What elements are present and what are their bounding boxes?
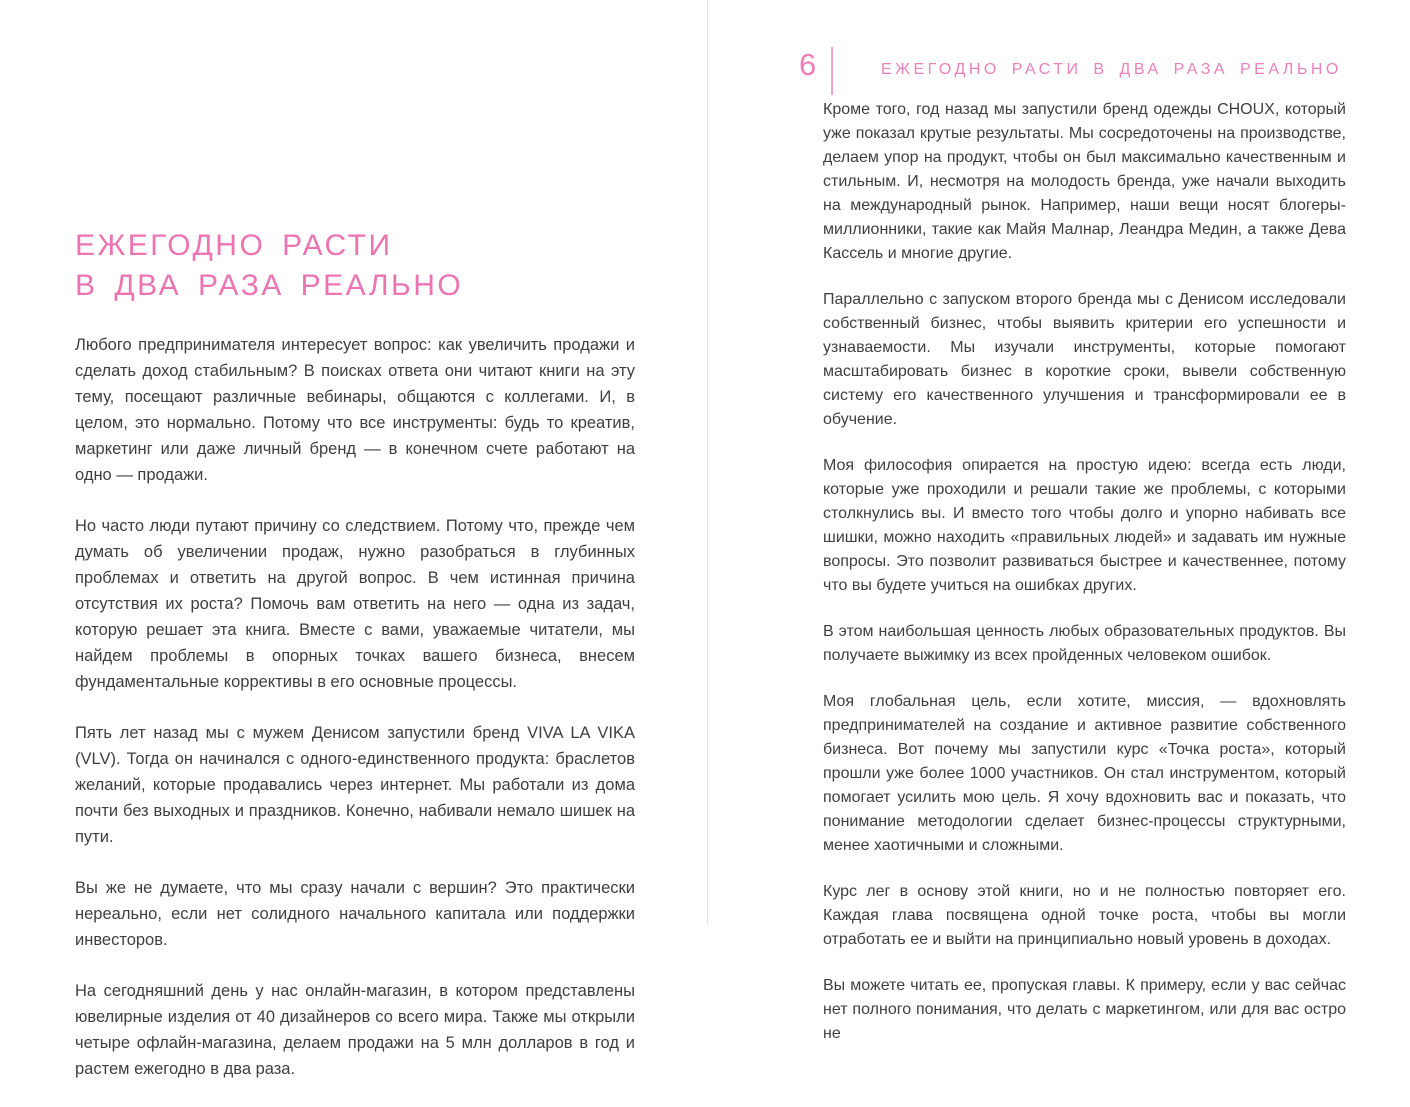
paragraph: Курс лег в основу этой книги, но и не полностью повторяет его. Каждая глава посвящена одной точке роста, чтобы вы могли отработать ее и выйти на принципиально новый уровень в доходах. <box>823 883 1346 948</box>
running-header-title: ЕЖЕГОДНО РАСТИ В ДВА РАЗА РЕАЛЬНО <box>881 61 1342 78</box>
paragraph: Параллельно с запуском второго бренда мы с Денисом исследовали собственный бизнес, чтобы выявить критерии его успешности и узнаваемости. Мы изучали инструменты, которые помогают масштабировать бизнес в короткие сроки, вывели собственную систему его качественного улучшения и трансформировали ее в обучение. <box>823 291 1346 428</box>
paragraph: Вы же не думаете, что мы сразу начали с вершин? Это практически нереально, если нет солидного начального капитала или поддержки инвесторов. <box>75 879 635 949</box>
right-page-body <box>823 98 1346 1046</box>
paragraph: На сегодняшний день у нас онлайн-магазин, в котором представлены ювелирные изделия от 40 дизайнеров со всего мира. Также мы открыли четыре офлайн-магазина, делаем продажи на 5 млн долларов в год и растем ежегодно в два раза. <box>75 982 635 1078</box>
paragraph: Моя философия опирается на простую идею: всегда есть люди, которые уже проходили и решали такие же проблемы, с которыми столкнулись вы. И вместо того чтобы долго и упорно набивать все шишки, можно находить «правильных людей» и задавать им нужные вопросы. Это позволит развиваться быстрее и качественнее, потому что вы будете учиться на ошибках других. <box>823 457 1346 594</box>
paragraph: Вы можете читать ее, пропуская главы. К примеру, если у вас сейчас нет полного понимания, что делать с маркетингом, или для вас остро не <box>823 977 1346 1042</box>
page-gutter-divider <box>707 0 708 925</box>
paragraph: Моя глобальная цель, если хотите, миссия, — вдохновлять предпринимателей на создание и активное развитие собственного бизнеса. Вот почему мы запустили курс «Точка роста», который прошли уже более 1000 участников. Он стал инструментом, который помогает усилить мою цель. Я хочу вдохновить вас и показать, что понимание методологии сделает бизнес-процессы структурными, менее хаотичными и сложными. <box>823 693 1346 854</box>
chapter-title <box>75 226 635 306</box>
paragraph: Кроме того, год назад мы запустили бренд одежды CHOUX, который уже показал крутые результаты. Мы сосредоточены на производстве, делаем упор на продукт, чтобы он был максимально качественным и стильным. И, несмотря на молодость бренда, уже начали выходить на международный рынок. Например, наши вещи носят блогеры-миллионники, такие как Майя Малнар, Леандра Медин, а также Дева Кассель и многие другие. <box>823 101 1346 262</box>
header-rule <box>831 47 833 95</box>
chapter-title-line1: ЕЖЕГОДНО РАСТИ <box>75 229 393 262</box>
page-number: 6 <box>799 47 817 82</box>
left-page-body <box>75 332 635 1082</box>
left-page <box>75 226 635 1107</box>
paragraph: Пять лет назад мы с мужем Денисом запустили бренд VIVA LA VIKA (VLV). Тогда он начинался с одного-единственного продукта: браслетов желаний, которые продавались через интернет. Мы работали из дома почти без выходных и праздников. Конечно, набивали немало шишек на пути. <box>75 724 635 846</box>
paragraph: В этом наибольшая ценность любых образовательных продуктов. Вы получаете выжимку из всех пройденных человеком ошибок. <box>823 623 1346 664</box>
chapter-title-line2: В ДВА РАЗА РЕАЛЬНО <box>75 269 464 302</box>
paragraph: Но часто люди путают причину со следствием. Потому что, прежде чем думать об увеличении продаж, нужно разобраться в глубинных проблемах и ответить на другой вопрос. В чем истинная причина отсутствия их роста? Помочь вам ответить на него — одна из задач, которую решает эта книга. Вместе с вами, уважаемые читатели, мы найдем проблемы в опорных точках вашего бизнеса, внесем фундаментальные коррективы в его основные процессы. <box>75 517 635 691</box>
paragraph: Любого предпринимателя интересует вопрос: как увеличить продажи и сделать доход стабильным? В поисках ответа они читают книги на эту тему, посещают различные вебинары, общаются с коллегами. И, в целом, это нормально. Потому что все инструменты: будь то креатив, маркетинг или даже личный бренд — в конечном счете работают на одно — продажи. <box>75 336 635 484</box>
right-page <box>823 98 1346 1068</box>
